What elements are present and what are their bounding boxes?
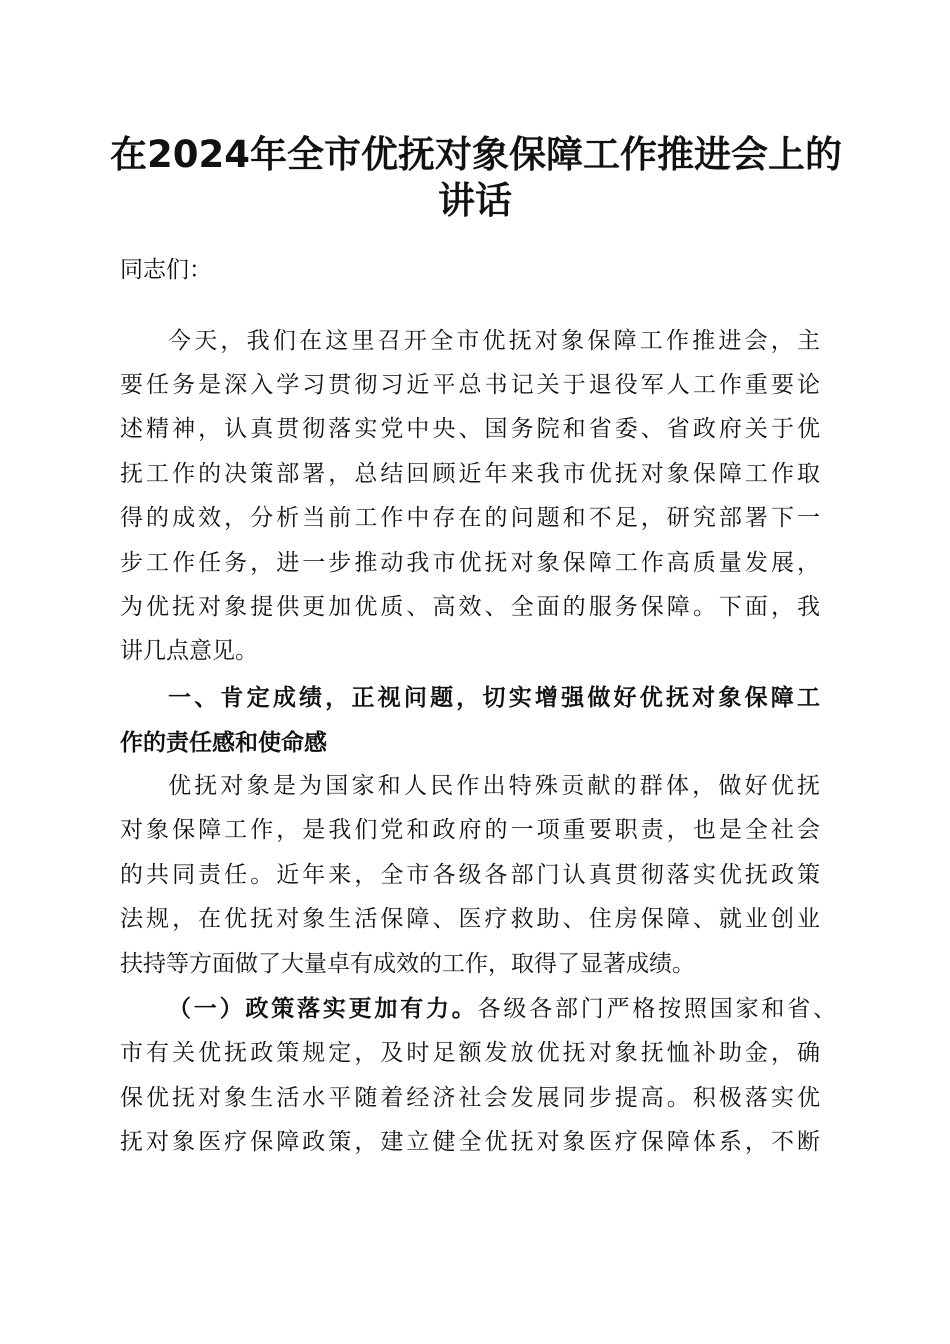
salutation: 同志们： [120, 257, 212, 283]
paragraph-line: 得的成效，分析当前工作中存在的问题和不足，研究部署下一 [120, 505, 820, 531]
paragraph-line: 抚工作的决策部署，总结回顾近年来我市优抚对象保障工作取 [120, 461, 820, 487]
section-heading: 一、肯定成绩，正视问题，切实增强做好优抚对象保障工 [168, 685, 820, 711]
title-line: 在2024年全市优抚对象保障工作推进会上的 [110, 133, 842, 176]
section-heading: 作的责任感和使命感 [120, 730, 327, 756]
paragraph-text: 各级各部门严格按照国家和省、 [477, 996, 837, 1022]
paragraph-line: 法规，在优抚对象生活保障、医疗救助、住房保障、就业创业 [120, 906, 820, 932]
paragraph-line: 为优抚对象提供更加优质、高效、全面的服务保障。下面，我 [120, 594, 820, 620]
document-title [110, 132, 840, 224]
paragraph-line: 述精神，认真贯彻落实党中央、国务院和省委、省政府关于优 [120, 416, 820, 442]
subsection-heading: （一）政策落实更加有力。 [168, 995, 478, 1022]
paragraph-line [168, 994, 836, 1024]
paragraph-line: 讲几点意见。 [120, 638, 258, 664]
paragraph-line: 的共同责任。近年来，全市各级各部门认真贯彻落实优抚政策 [120, 862, 820, 888]
paragraph-line: 对象保障工作，是我们党和政府的一项重要职责，也是全社会 [120, 817, 820, 843]
paragraph-line: 扶持等方面做了大量卓有成效的工作，取得了显著成绩。 [120, 951, 695, 977]
paragraph-line: 要任务是深入学习贯彻习近平总书记关于退役军人工作重要论 [120, 372, 820, 398]
paragraph-line: 优抚对象是为国家和人民作出特殊贡献的群体，做好优抚 [168, 773, 820, 799]
title-line: 讲话 [438, 179, 512, 222]
paragraph-line: 市有关优抚政策规定，及时足额发放优抚对象抚恤补助金，确 [120, 1040, 820, 1066]
paragraph-line: 今天，我们在这里召开全市优抚对象保障工作推进会，主 [168, 328, 820, 354]
paragraph-line: 抚对象医疗保障政策，建立健全优抚对象医疗保障体系，不断 [120, 1129, 820, 1155]
paragraph-line: 保优抚对象生活水平随着经济社会发展同步提高。积极落实优 [120, 1085, 820, 1111]
paragraph-line: 步工作任务，进一步推动我市优抚对象保障工作高质量发展， [120, 550, 820, 576]
